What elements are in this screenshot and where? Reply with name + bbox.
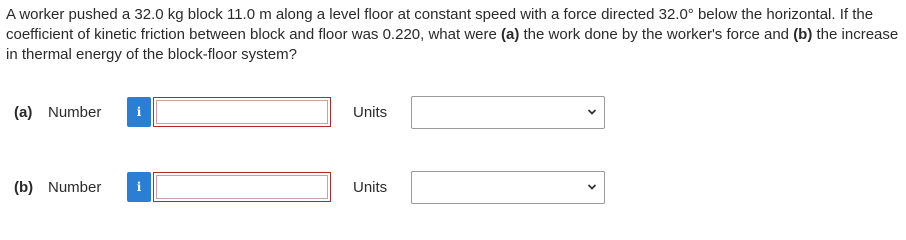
info-icon[interactable]: [127, 172, 151, 202]
number-input-a-field[interactable]: [156, 100, 328, 124]
question-text-start: A worker pushed a 32.0 kg block 11.0 m along a level floor at constant speed with a force directed 32.0° below the horizontal. If the coefficient of kinetic friction between block and floor was 0.220, what were: [6, 6, 874, 43]
chevron-down-icon: [587, 107, 597, 117]
part-a-label: (a): [14, 104, 33, 121]
question-part-b-tag: (b): [793, 26, 813, 43]
info-icon[interactable]: [127, 97, 151, 127]
question-text-middle: the work done by the worker's force and: [519, 26, 794, 43]
info-glyph: i: [136, 180, 142, 194]
part-b-label: (b): [14, 179, 34, 196]
units-label-a: Units: [353, 104, 388, 121]
number-input-b[interactable]: [153, 172, 331, 202]
units-select-b[interactable]: [411, 171, 605, 204]
units-label-b: Units: [353, 179, 388, 196]
question-part-a-tag: (a): [501, 26, 520, 43]
chevron-down-icon: [587, 182, 597, 192]
number-input-a[interactable]: [153, 97, 331, 127]
number-label-a: Number: [48, 104, 102, 121]
answer-row-a: [0, 96, 906, 130]
answer-row-b: [0, 171, 906, 205]
question-text: [6, 5, 900, 65]
info-glyph: i: [136, 105, 142, 119]
number-input-b-field[interactable]: [156, 175, 328, 199]
number-label-b: Number: [48, 179, 102, 196]
units-select-a[interactable]: [411, 96, 605, 129]
question-text-end: the increase in thermal energy of the block-floor system?: [6, 26, 899, 63]
